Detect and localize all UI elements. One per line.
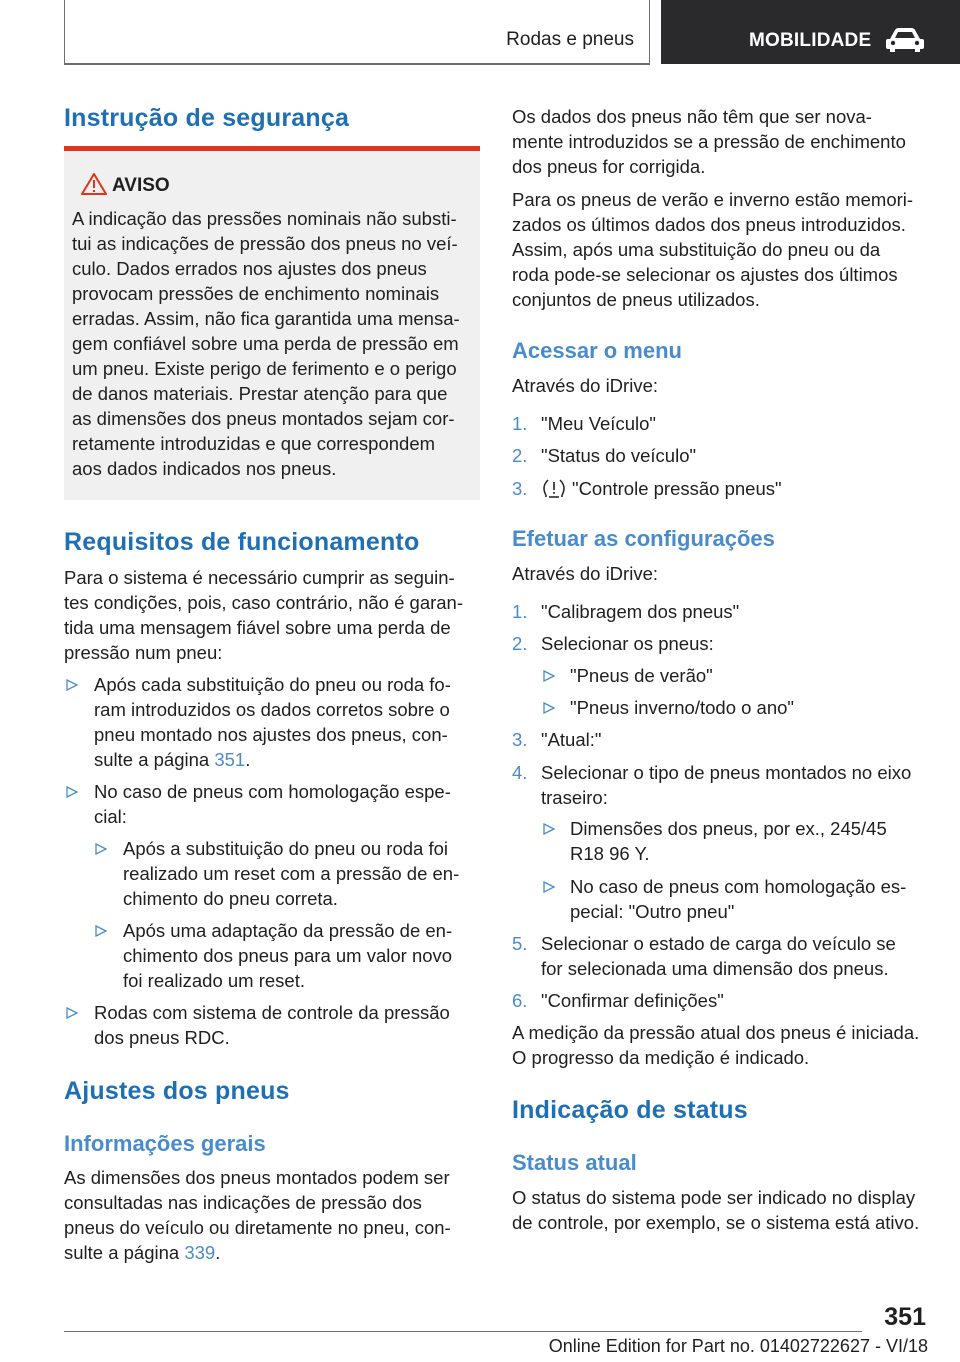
intro-paragraph-1: Os dados dos pneus não têm que ser nova- mente introduzidos se a pressão de enchimento dos pneus for corrigida. <box>512 106 906 177</box>
step-text: "Calibragem dos pneus" <box>541 601 740 622</box>
heading-requirements: Requisitos de funcionamento <box>64 528 420 556</box>
sub-bullet-arrow-icon <box>95 925 107 937</box>
warning-title: AVISO <box>112 175 170 196</box>
bullet-item: No caso de pneus com homologação espe- cial: <box>94 781 451 827</box>
page-link[interactable]: 351 <box>214 749 246 770</box>
warning-triangle-icon <box>81 173 107 195</box>
intro-paragraph-2: Para os pneus de verão e inverno estão memori- zados os últimos dados dos pneus introduzidos. Assim, após uma substituição do pneu ou da roda pode-se selecionar os ajustes dos últimos conjuntos de pneus utilizados. <box>512 189 914 310</box>
step-number: 2. <box>512 445 528 466</box>
warning-top-bar <box>64 146 480 151</box>
page-number: 351 <box>884 1303 926 1331</box>
sub-bullet-arrow-icon <box>543 881 555 893</box>
step-number: 3. <box>512 478 528 499</box>
heading-tire-settings: Ajustes dos pneus <box>64 1077 290 1105</box>
bullet-item: Rodas com sistema de controle da pressão dos pneus RDC. <box>94 1002 450 1048</box>
step-number: 2. <box>512 633 528 654</box>
step-number: 1. <box>512 413 528 434</box>
config-via-text: Através do iDrive: <box>512 563 658 584</box>
sub-step-text: "Pneus de verão" <box>570 665 713 686</box>
car-icon <box>885 27 925 53</box>
subheading-configure: Efetuar as configurações <box>512 526 775 551</box>
step-text: Selecionar o tipo de pneus montados no eixo traseiro: <box>541 762 912 808</box>
sub-bullet-arrow-icon <box>543 823 555 835</box>
menu-via-text: Através do iDrive: <box>512 375 658 396</box>
bullet-arrow-icon <box>66 679 78 691</box>
heading-status-display: Indicação de status <box>512 1096 748 1124</box>
general-info-text: As dimensões dos pneus montados podem ser consultadas nas indicações de pressão dos pneus do veículo ou diretamente no pneu, con- sulte a página 339. <box>64 1167 451 1263</box>
sub-step-text: Dimensões dos pneus, por ex., 245/45 R18 96 Y. <box>570 818 887 864</box>
step-text: "Controle pressão pneus" <box>572 478 782 499</box>
step-number: 5. <box>512 933 528 954</box>
step-number: 6. <box>512 990 528 1011</box>
sub-step-text: "Pneus inverno/todo o ano" <box>570 697 794 718</box>
step-text: "Atual:" <box>541 729 602 750</box>
sub-bullet-arrow-icon <box>543 702 555 714</box>
subheading-access-menu: Acessar o menu <box>512 338 682 363</box>
sub-bullet-arrow-icon <box>95 843 107 855</box>
step-text: Selecionar os pneus: <box>541 633 714 654</box>
bullet-arrow-icon <box>66 1007 78 1019</box>
step-number: 4. <box>512 762 528 783</box>
warning-text: A indicação das pressões nominais não substi- tui as indicações de pressão dos pneus no veí- culo. Dados errados nos ajustes dos pneus provocam pressões de enchimento nominais erradas. Assim, não fica garantida uma mensa- gem confiável sobre uma perda de pressão em um pneu. Existe perigo de ferimento e o perigo de danos materiais. Prestar atenção para que as dimensões dos pneus montados sejam cor- retamente introduzidas e que correspondem aos dados indicados nos pneus. <box>72 208 460 479</box>
step-text: "Meu Veículo" <box>541 413 656 434</box>
step-text: "Status do veículo" <box>541 445 697 466</box>
requirements-intro: Para o sistema é necessário cumprir as seguin- tes condições, pois, caso contrário, não é garan- tida uma mensagem fiável sobre uma perda de pressão num pneu: <box>64 567 464 663</box>
chapter-tab-label: MOBILIDADE <box>749 30 872 51</box>
footer-edition: Online Edition for Part no. 01402722627 - VI/18 <box>548 1336 928 1356</box>
subheading-current-status: Status atual <box>512 1150 637 1175</box>
header-divider <box>649 0 650 64</box>
subheading-general-info: Informações gerais <box>64 1131 266 1156</box>
header-left-rule <box>64 0 65 64</box>
step-number: 3. <box>512 729 528 750</box>
header-underline <box>64 63 650 65</box>
step-number: 1. <box>512 601 528 622</box>
sub-bullet-item: Após a substituição do pneu ou roda foi realizado um reset com a pressão de en- chimento do pneu correta. <box>123 838 460 909</box>
header-section-title: Rodas e pneus <box>506 29 634 50</box>
step-text: "Confirmar definições" <box>541 990 724 1011</box>
bullet-arrow-icon <box>66 786 78 798</box>
sub-bullet-arrow-icon <box>543 670 555 682</box>
tire-pressure-icon <box>542 477 566 499</box>
current-status-text: O status do sistema pode ser indicado no display de controle, por exemplo, se o sistema está ativo. <box>512 1187 920 1233</box>
sub-step-text: No caso de pneus com homologação es- pecial: "Outro pneu" <box>570 876 907 922</box>
sub-bullet-item: Após uma adaptação da pressão de en- chimento dos pneus para um valor novo foi realizado um reset. <box>123 920 453 991</box>
footer-rule <box>64 1331 862 1332</box>
measurement-text: A medição da pressão atual dos pneus é iniciada. O progresso da medição é indicado. <box>512 1022 920 1068</box>
heading-safety: Instrução de segurança <box>64 104 350 132</box>
step-text: Selecionar o estado de carga do veículo se for selecionada uma dimensão dos pneus. <box>541 933 896 979</box>
page-link[interactable]: 339 <box>184 1242 216 1263</box>
bullet-item: Após cada substituição do pneu ou roda fo- ram introduzidos os dados corretos sobre o pneu montado nos ajustes dos pneus, con- sulte a página 351. <box>94 674 451 770</box>
header-chapter-tab <box>661 0 960 64</box>
